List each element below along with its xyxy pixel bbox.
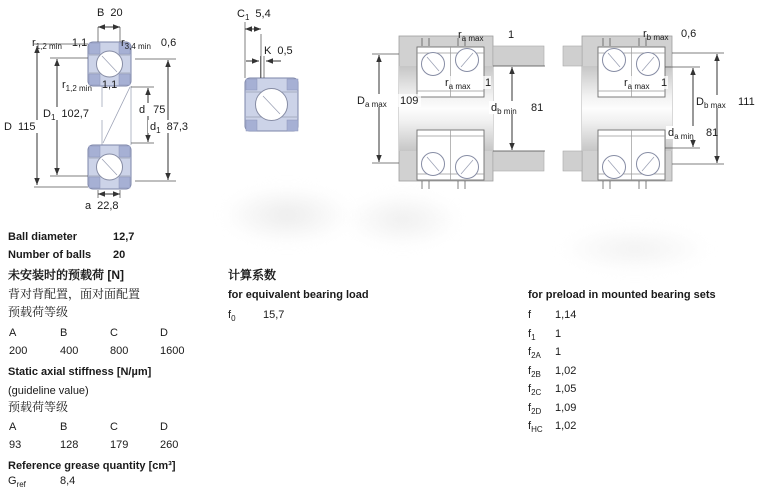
factor-f2A-value: 1	[555, 346, 562, 358]
ball-diameter-value: 12,7	[113, 231, 135, 243]
stiffness-values-row	[8, 439, 210, 452]
ball-diameter-label: Ball diameter	[8, 231, 78, 243]
equivalent-load-subheading: for equivalent bearing load	[228, 289, 369, 301]
drawing-front-cross-section	[2, 7, 192, 212]
spec-column-middle	[228, 225, 488, 345]
stiffness-value-a: 93	[9, 439, 22, 451]
preload-value-c: 800	[110, 345, 129, 357]
stiffness-value-b: 128	[60, 439, 79, 451]
dim-value-rb-max: 0,6	[681, 28, 697, 40]
stiffness-class-note: 预载荷等级	[8, 400, 69, 414]
factor-f2C-symbol: $f_{2C}$	[528, 383, 542, 398]
factor-f1-value: 1	[555, 328, 562, 340]
factor-row-fHC	[528, 420, 576, 433]
factor-fHC-value: 1,02	[555, 420, 577, 432]
number-of-balls-row	[8, 249, 125, 262]
factor-f1-symbol: $f_1$	[528, 328, 536, 343]
grease-row	[8, 475, 75, 488]
mounted-bearings-bottom	[598, 130, 665, 180]
dim-label-a: a 22,8	[85, 200, 119, 212]
preload-value-d: 1600	[160, 345, 185, 357]
mounted-bearings-bottom	[417, 130, 484, 180]
factor-f-symbol: f	[528, 309, 532, 321]
preload-value-b: 400	[60, 345, 79, 357]
grease-symbol: $G_{ref}$	[8, 475, 26, 490]
stiffness-note: (guideline value)	[8, 385, 89, 397]
dim-label-r12-min-top: $r_{1,2 min}$ 1,1	[32, 37, 88, 51]
factor-fHC-symbol: $f_{HC}$	[528, 420, 543, 435]
dim-value-Db-max: 111	[738, 96, 755, 108]
number-of-balls-label: Number of balls	[8, 249, 92, 261]
dim-label-ra-max-mid: $r_{a max}$	[445, 77, 471, 91]
dim-label-r12-min-mid: $r_{1,2 min}$ 1,1	[62, 79, 118, 93]
spec-column-right	[528, 225, 758, 445]
preload-heading: 未安装时的预载荷 [N]	[8, 268, 124, 282]
dim-label-C1: $C_1$ 5,4	[237, 8, 271, 22]
dim-label-B: B 20	[97, 7, 123, 19]
factor-row-f2C	[528, 383, 576, 396]
factor-row-f	[528, 309, 576, 322]
dim-label-ra-max-mid: $r_{a max}$	[624, 77, 650, 91]
stiffness-value-d: 260	[160, 439, 179, 451]
stiffness-value-c: 179	[110, 439, 129, 451]
preload-col-d: D	[160, 327, 168, 339]
factor-f-value: 1,14	[555, 309, 577, 321]
factor-f2D-value: 1,09	[555, 402, 577, 414]
number-of-balls-value: 20	[113, 249, 126, 261]
factor-f2B-symbol: $f_{2B}$	[528, 365, 541, 380]
stiffness-col-a: A	[9, 421, 17, 433]
grease-heading: Reference grease quantity [cm³]	[8, 460, 176, 472]
factor-f2A-symbol: $f_{2A}$	[528, 346, 541, 361]
preload-class-header-row	[8, 327, 210, 340]
bearing-section-bottom	[88, 145, 131, 189]
factor-f2C-value: 1,05	[555, 383, 577, 395]
stiffness-col-b: B	[60, 421, 68, 433]
factor-f0-symbol: $f_0$	[228, 309, 236, 324]
calculation-factors-heading: 计算系数	[228, 268, 277, 282]
ball-diameter-row	[8, 231, 134, 244]
factor-row-f2D	[528, 402, 576, 415]
drawing-mounted-pair-left	[355, 29, 545, 189]
preload-col-b: B	[60, 327, 68, 339]
stiffness-class-header-row	[8, 421, 210, 434]
dim-label-ra-max-top: $r_{a max}$	[458, 29, 484, 43]
preload-arrangement-note: 背对背配置，面对面配置	[8, 287, 141, 301]
dim-label-rb-max: $r_{b max}$	[643, 28, 669, 42]
factor-f2D-symbol: $f_{2D}$	[528, 402, 542, 417]
spec-column-left	[8, 225, 226, 493]
dim-label-db-min: $d_{b min}$	[491, 102, 517, 116]
dim-label-D: D 115	[4, 121, 36, 133]
drawing-side-cross-section	[237, 8, 298, 131]
stiffness-col-c: C	[110, 421, 118, 433]
preload-values-row	[8, 345, 210, 358]
technical-drawings	[0, 0, 764, 225]
dim-label-K: K 0,5	[264, 45, 293, 57]
factor-row-f2B	[528, 365, 576, 378]
dim-label-d: d 75	[139, 104, 166, 116]
factor-f0-row	[228, 309, 284, 322]
preload-col-a: A	[9, 327, 17, 339]
dim-value-Da-max: 109	[400, 95, 419, 107]
bearing-section-side	[245, 78, 298, 131]
drawing-mounted-pair-right	[563, 28, 755, 189]
dim-value-db-min: 81	[531, 102, 544, 114]
dim-label-D1: $D_1$ 102,7	[43, 108, 89, 122]
factor-f0-value: 15,7	[263, 309, 285, 321]
stiffness-col-d: D	[160, 421, 168, 433]
dim-value-ra-max-top: 1	[508, 29, 515, 41]
dim-value-da-min: 81	[706, 127, 719, 139]
dim-value-ra-max-mid: 1	[485, 77, 492, 89]
dim-label-d1: $d_1$ 87,3	[150, 121, 188, 135]
dim-value-ra-max-mid: 1	[661, 77, 668, 89]
preload-value-a: 200	[9, 345, 28, 357]
dim-label-Da-max: $D_{a max}$	[357, 95, 387, 109]
dim-label-r34-min: $r_{3,4 min}$ 0,6	[121, 37, 177, 51]
preload-col-c: C	[110, 327, 118, 339]
stiffness-heading: Static axial stiffness [N/µm]	[8, 366, 152, 378]
factor-row-f2A	[528, 346, 561, 359]
preload-factors-heading: for preload in mounted bearing sets	[528, 289, 716, 301]
factor-row-f1	[528, 328, 561, 341]
dim-label-Db-max: $D_{b max}$	[696, 96, 726, 110]
preload-class-note: 预载荷等级	[8, 305, 69, 319]
dim-label-da-min: $d_{a min}$	[668, 127, 694, 141]
grease-value: 8,4	[60, 475, 76, 487]
factor-f2B-value: 1,02	[555, 365, 577, 377]
